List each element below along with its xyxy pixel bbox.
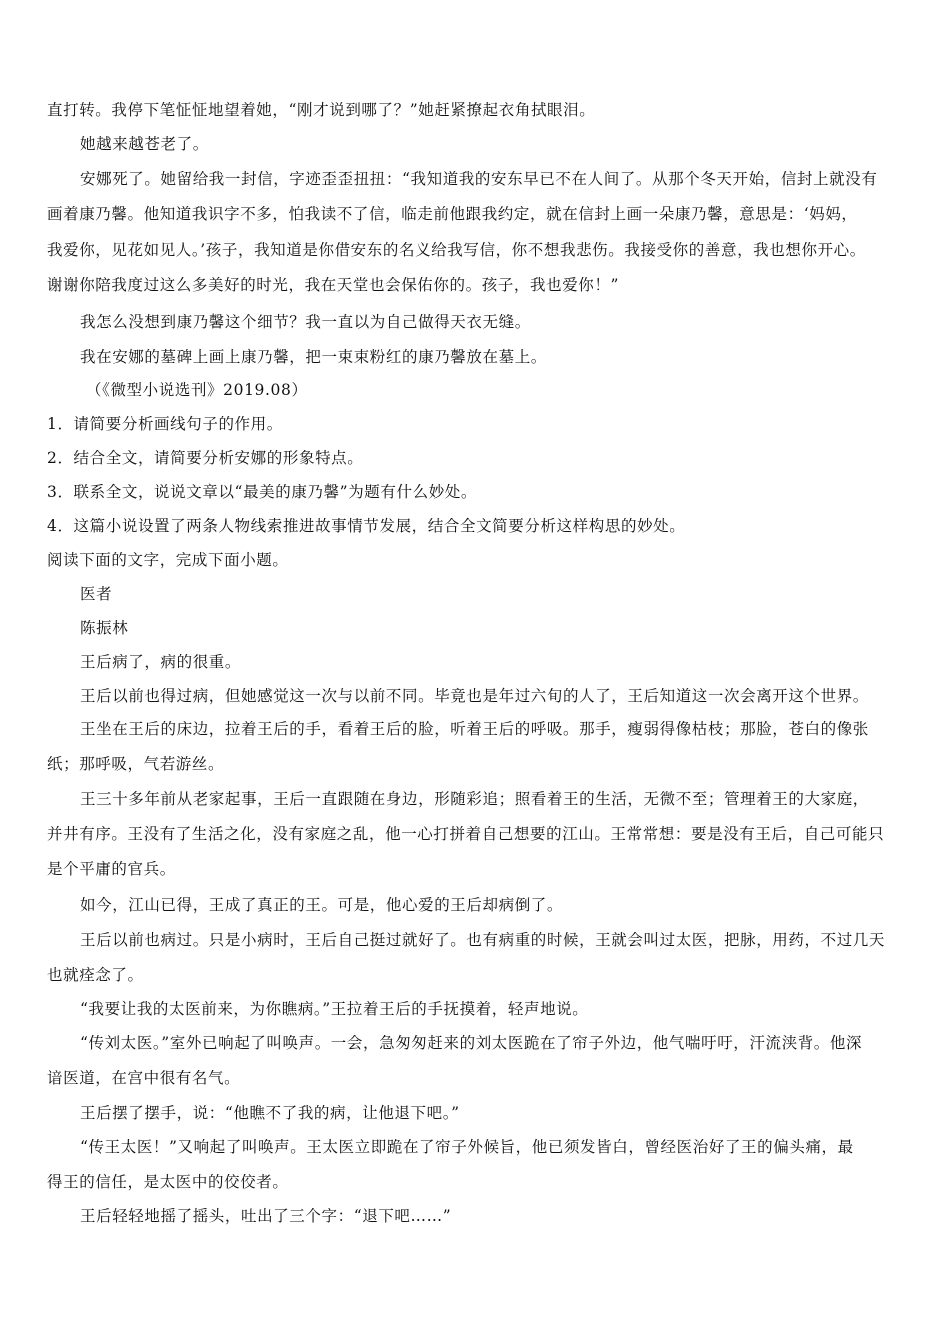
- paragraph-line: 我爱你，见花如见人。’孩子，我知道是你借安东的名义给我写信，你不想我悲伤。我接受你的善意，我也想你开心。: [47, 241, 866, 259]
- paragraph-line: 画着康乃馨。他知道我识字不多，怕我读不了信，临走前他跟我约定，就在信封上画一朵康乃馨，意思是：‘妈妈，: [47, 205, 858, 223]
- paragraph-continuation: 直打转。我停下笔怔怔地望着她，“刚才说到哪了？”她赶紧撩起衣角拭眼泪。: [47, 101, 596, 119]
- story-line: “我要让我的太医前来，为你瞧病。”王拉着王后的手抚摸着，轻声地说。: [80, 1000, 589, 1018]
- story-line: 王坐在王后的床边，拉着王后的手，看着王后的脸，听着王后的呼吸。那手，瘦弱得像枯枝；那脸，苍白的像张: [80, 720, 869, 738]
- story-line: 如今，江山已得，王成了真正的王。可是，他心爱的王后却病倒了。: [80, 896, 564, 914]
- story-line: 王后以前也得过病，但她感觉这一次与以前不同。毕竟也是年过六旬的人了，王后知道这一次会离开这个世界。: [80, 687, 869, 705]
- story-line: 并井有序。王没有了生活之化，没有家庭之乱，他一心打拼着自己想要的江山。王常常想：要是没有王后，自己可能只: [47, 825, 885, 843]
- source-citation: （《微型小说选刊》2019.08）: [86, 381, 308, 399]
- story-line: 也就痊念了。: [47, 966, 144, 984]
- question-2: 2．结合全文，请简要分析安娜的形象特点。: [47, 449, 364, 467]
- paragraph: 安娜死了。她留给我一封信，字迹歪歪扭扭：“我知道我的安东早已不在人间了。从那个冬天开始，信封上就没有: [80, 170, 878, 188]
- story-line: 谙医道，在宫中很有名气。: [47, 1069, 241, 1087]
- question-4: 4．这篇小说设置了两条人物线索推进故事情节发展，结合全文简要分析这样构思的妙处。: [47, 517, 686, 535]
- question-3: 3．联系全文，说说文章以“最美的康乃馨”为题有什么妙处。: [47, 483, 478, 501]
- paragraph: 她越来越苍老了。: [80, 135, 209, 153]
- story-line: “传刘太医。”室外已响起了叫唤声。一会，急匆匆赶来的刘太医跪在了帘子外边，他气喘吁吁，汗流浃背。他深: [80, 1034, 863, 1052]
- story-line: 得王的信任，是太医中的佼佼者。: [47, 1173, 289, 1191]
- story-line: 王后摆了摆手，说：“他瞧不了我的病，让他退下吧。”: [80, 1104, 460, 1122]
- story-line: 王后以前也病过。只是小病时，王后自己挺过就好了。也有病重的时候，王就会叫过太医，把脉，用药，不过几天: [80, 931, 886, 949]
- story-line: 王后病了，病的很重。: [80, 653, 242, 671]
- paragraph-line: 谢谢你陪我度过这么多美好的时光，我在天堂也会保佑你的。孩子，我也爱你！”: [47, 276, 620, 294]
- reading-instruction: 阅读下面的文字，完成下面小题。: [47, 551, 289, 569]
- paragraph: 我怎么没想到康乃馨这个细节？我一直以为自己做得天衣无缝。: [80, 313, 531, 331]
- story-line: “传王太医！”又响起了叫唤声。王太医立即跪在了帘子外候旨，他已须发皆白，曾经医治好了王的偏头痛，最: [80, 1138, 854, 1156]
- story-line: 王三十多年前从老家起事，王后一直跟随在身边，形随彩追；照看着王的生活，无微不至；管理着王的大家庭，: [80, 790, 869, 808]
- story-line: 王后轻轻地摇了摇头，吐出了三个字：“退下吧……”: [80, 1207, 452, 1225]
- story-title: 医者: [80, 585, 113, 603]
- paragraph: 我在安娜的墓碑上画上康乃馨，把一束束粉红的康乃馨放在墓上。: [80, 348, 547, 366]
- story-author: 陈振林: [80, 619, 129, 637]
- story-line: 纸；那呼吸，气若游丝。: [47, 755, 225, 773]
- question-1: 1．请简要分析画线句子的作用。: [47, 415, 283, 433]
- story-line: 是个平庸的官兵。: [47, 860, 176, 878]
